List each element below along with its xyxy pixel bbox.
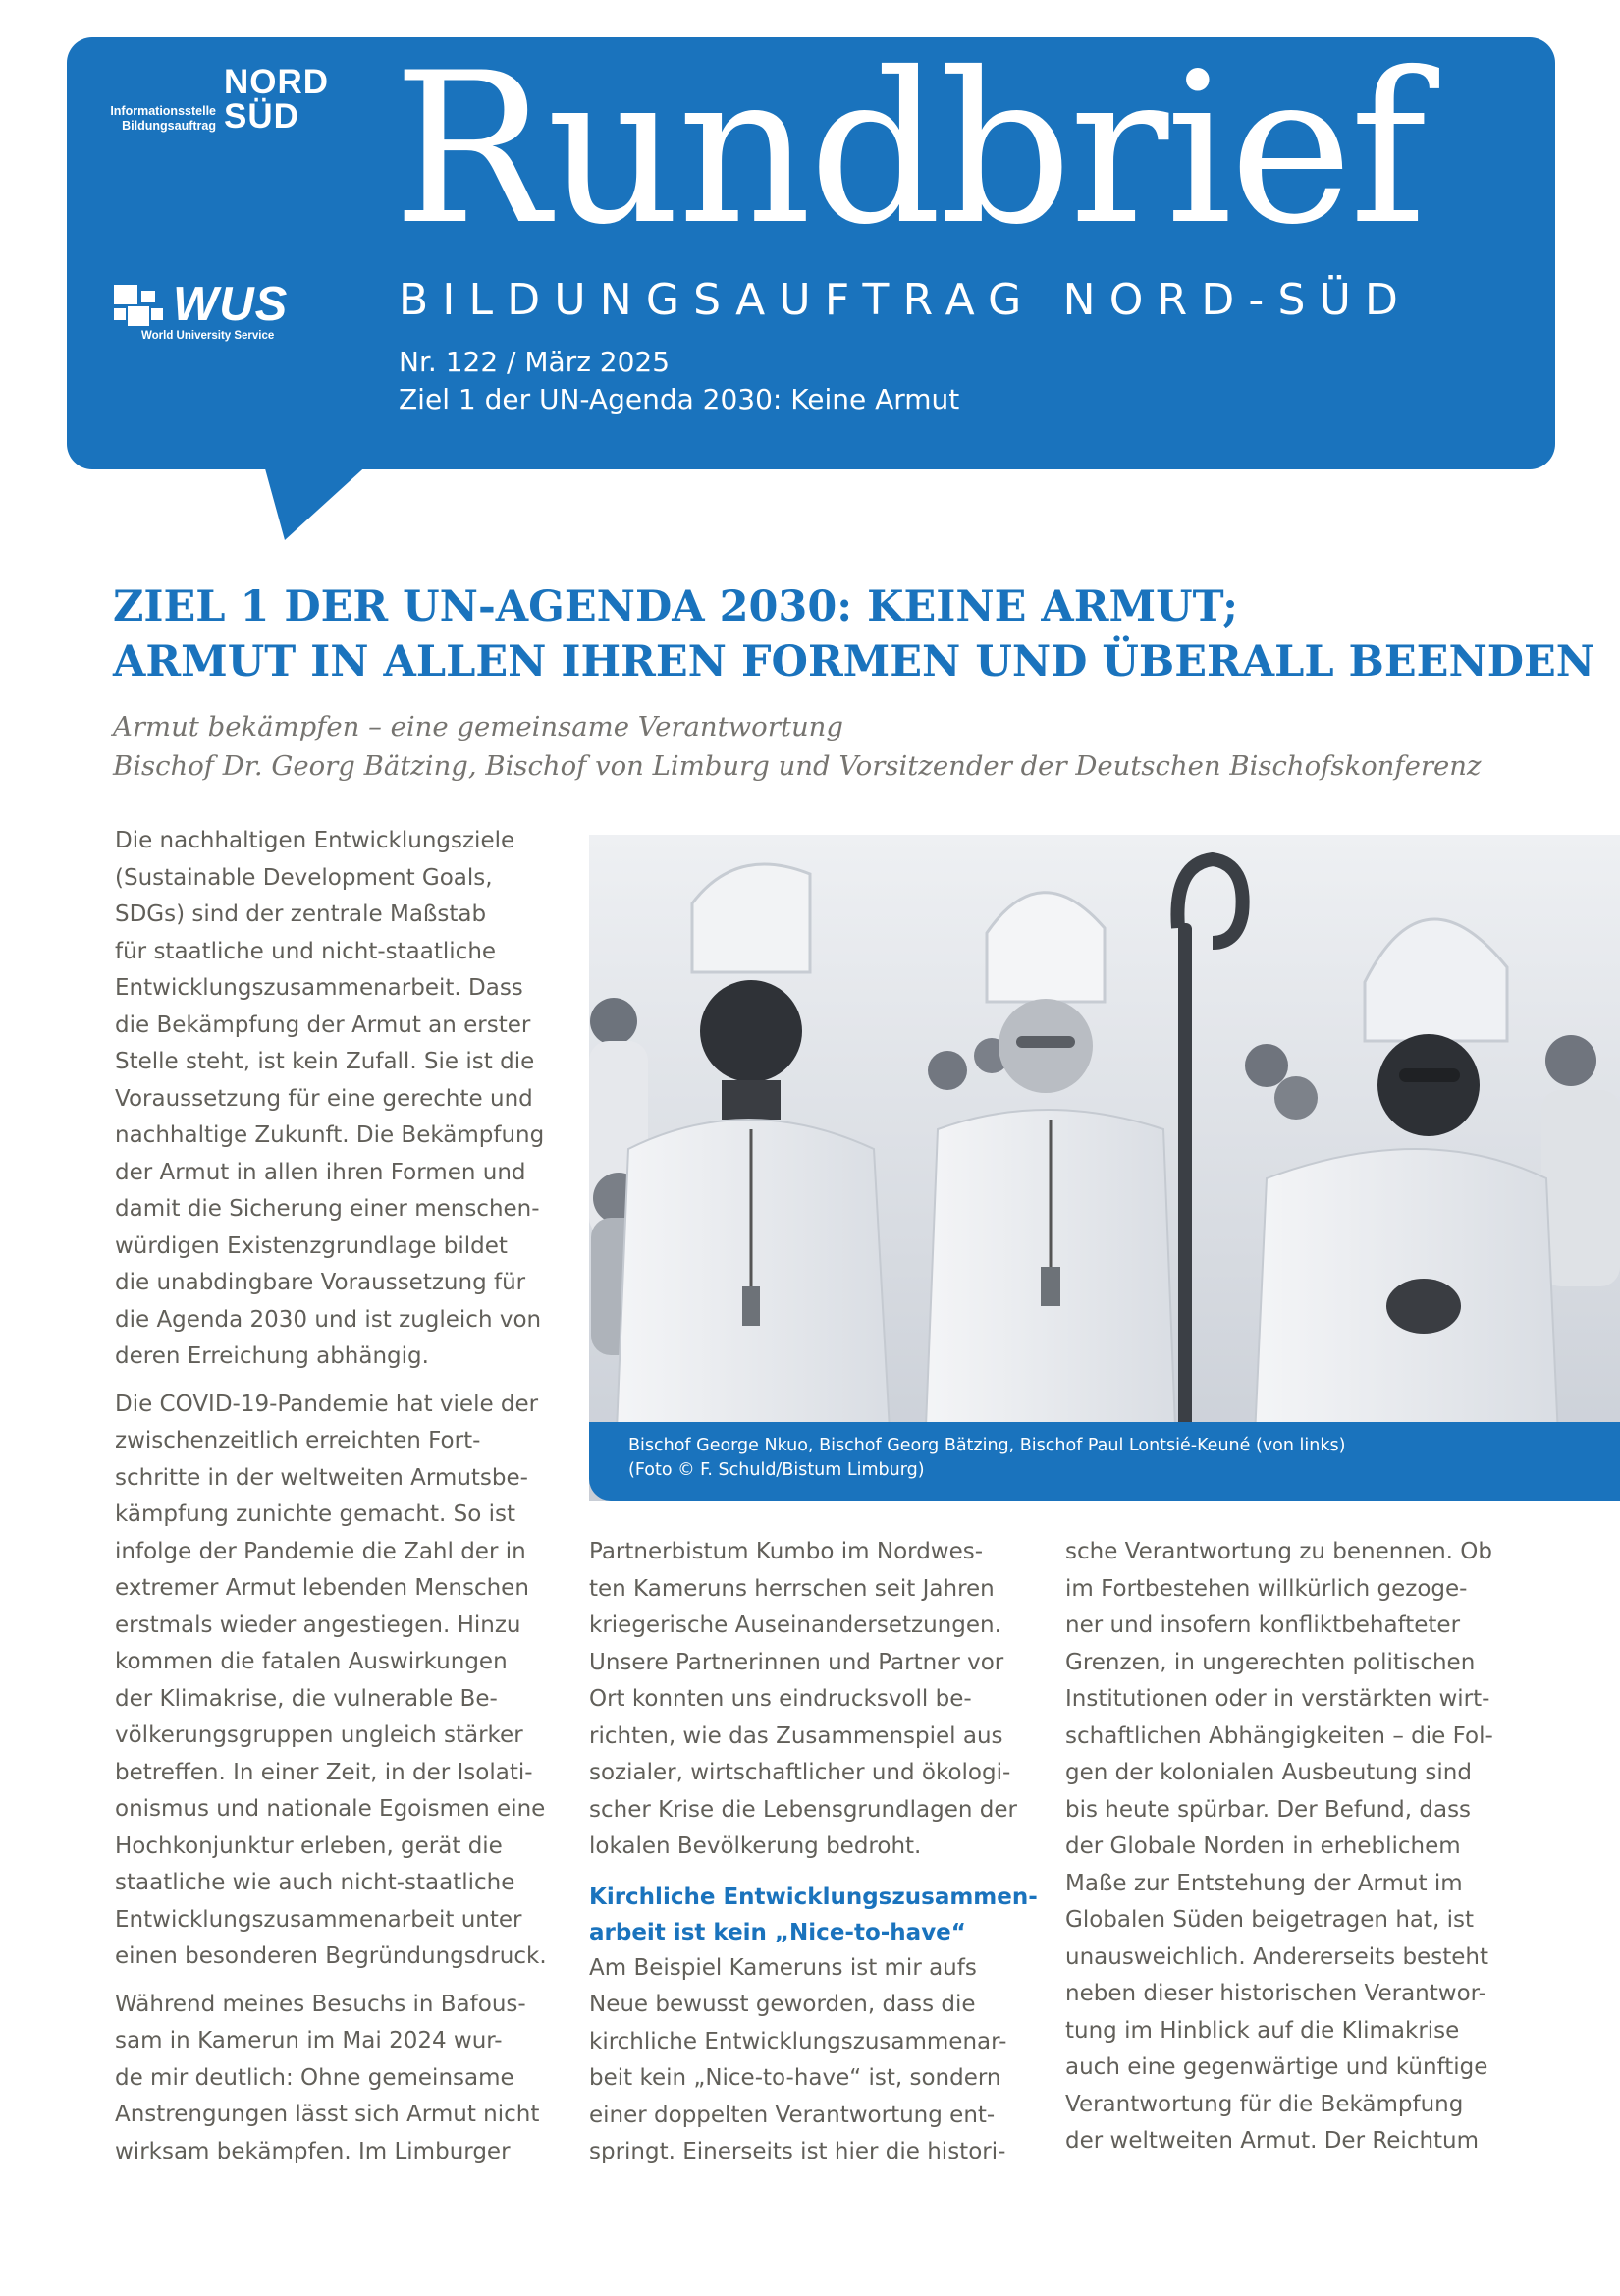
col3-paragraph (1065, 1534, 1512, 2160)
text-line: beit kein „Nice-to-have“ ist, sondern (589, 2065, 1001, 2091)
col2-paragraph-1 (589, 1534, 1041, 1866)
speech-bubble-tail (263, 462, 371, 540)
text-line: bis heute spürbar. Der Befund, dass (1065, 1796, 1472, 1823)
text-line: gen der kolonialen Ausbeutung sind (1065, 1760, 1472, 1785)
text-line: Kirchliche Entwicklungszusammen- (589, 1884, 1038, 1910)
text-line: SDGs) sind der zentrale Maßstab (115, 902, 487, 927)
text-line: auch eine gegenwärtige und künftige (1065, 2054, 1488, 2080)
text-line: Globalen Süden beigetragen hat, ist (1065, 1907, 1475, 1933)
text-line: im Fortbestehen willkürlich gezoge- (1065, 1575, 1468, 1602)
text-line: einen besonderen Begründungsdruck. (115, 1943, 547, 1969)
text-line: erstmals wieder angestiegen. Hinzu (115, 1612, 521, 1638)
text-line: richten, wie das Zusammenspiel aus (589, 1722, 1003, 1749)
text-line: sche Verantwortung zu benennen. Ob (1065, 1539, 1492, 1564)
text-line: kirchliche Entwicklungszusammenar- (589, 2028, 1007, 2054)
text-line: infolge der Pandemie die Zahl der in (115, 1538, 526, 1564)
text-line: de mir deutlich: Ohne gemeinsame (115, 2064, 514, 2091)
text-line: für staatliche und nicht-staatliche (115, 938, 497, 964)
text-line: scher Krise die Lebensgrundlagen der (589, 1796, 1017, 1823)
issue-number: Nr. 122 / März 2025 (399, 346, 671, 378)
wus-logo (114, 278, 310, 352)
bishops-photo (589, 835, 1620, 1501)
wus-wordmark: WUS (173, 278, 289, 331)
issue-info (399, 344, 959, 418)
text-line: Entwicklungszusammenarbeit unter (115, 1906, 522, 1933)
text-line: tung im Hinblick auf die Klimakrise (1065, 2017, 1460, 2044)
text-line: Während meines Besuchs in Bafous- (115, 1991, 526, 2017)
text-line: einer doppelten Verantwortung ent- (589, 2102, 996, 2128)
text-line: Voraussetzung für eine gerechte und (115, 1085, 533, 1112)
photo-image (589, 835, 1620, 1501)
masthead-title: Rundbrief (393, 27, 1425, 270)
article-subhead (113, 707, 1481, 786)
text-line: die Bekämpfung der Armut an erster (115, 1011, 531, 1038)
article-column-1 (115, 823, 562, 2170)
text-line: der Globale Norden in erheblichem (1065, 1833, 1461, 1859)
text-line: arbeit ist kein „Nice-to-have“ (589, 1919, 966, 1945)
wus-icon (114, 285, 165, 332)
text-line: Partnerbistum Kumbo im Nordwes- (589, 1539, 984, 1564)
text-line: kämpfung zunichte gemacht. So ist (115, 1502, 515, 1527)
nord-sued-wordmark: NORD SÜD (224, 63, 330, 136)
text-line: der weltweiten Armut. Der Reichtum (1065, 2128, 1480, 2154)
wus-subtitle: World University Service (141, 330, 275, 342)
article-dek: Armut bekämpfen – eine gemeinsame Verantwortung (113, 711, 843, 742)
text-line: die Agenda 2030 und ist zugleich von (115, 1306, 542, 1333)
text-line: sam in Kamerun im Mai 2024 wur- (115, 2028, 503, 2053)
text-line: unausweichlich. Andererseits besteht (1065, 1943, 1488, 1970)
text-line: (Sustainable Development Goals, (115, 864, 493, 891)
col1-paragraph-1 (115, 823, 562, 1376)
text-line: Grenzen, in ungerechten politischen (1065, 1649, 1476, 1675)
text-line: Die COVID-19-Pandemie hat viele der (115, 1391, 539, 1417)
article-column-2 (589, 1534, 1041, 2171)
article-author: Bischof Dr. Georg Bätzing, Bischof von Limburg und Vorsitzender der Deutschen Bischofskonferenz (113, 750, 1482, 782)
text-line: Stelle steht, ist kein Zufall. Sie ist die (115, 1049, 535, 1074)
text-line: zwischenzeitlich erreichten Fort- (115, 1428, 481, 1453)
photo-caption: Bischof George Nkuo, Bischof Georg Bätzing, Bischof Paul Lontsié-Keuné (von links) (Foto © F. Schuld/Bistum Limburg) (628, 1436, 1346, 1480)
text-line: kommen die fatalen Auswirkungen (115, 1649, 508, 1674)
section-heading (589, 1880, 1041, 1950)
text-line: wirksam bekämpfen. Im Limburger (115, 2138, 511, 2164)
text-line: Neue bewusst geworden, dass die (589, 1992, 976, 2017)
text-line: extremer Armut lebenden Menschen (115, 1575, 529, 1601)
masthead-subtitle: BILDUNGSAUFTRAG NORD-SÜD (399, 275, 1413, 325)
text-line: betreffen. In einer Zeit, in der Isolati- (115, 1759, 533, 1785)
text-line: ner und insofern konfliktbehafteter (1065, 1613, 1461, 1638)
col1-paragraph-2 (115, 1387, 562, 1976)
article-column-3 (1065, 1534, 1512, 2160)
text-line: springt. Einerseits ist hier die histori- (589, 2139, 1006, 2164)
text-line: der Klimakrise, die vulnerable Be- (115, 1685, 498, 1712)
nord-sued-logo (90, 63, 330, 143)
text-line: deren Erreichung abhängig. (115, 1343, 429, 1369)
text-line: nachhaltige Zukunft. Die Bekämpfung (115, 1122, 545, 1148)
text-line: völkerungsgruppen ungleich stärker (115, 1722, 523, 1748)
article-headline: ZIEL 1 DER UN-AGENDA 2030: KEINE ARMUT; ARMUT IN ALLEN IHREN FORMEN UND ÜBERALL BEENDEN (113, 582, 1595, 686)
text-line: kriegerische Auseinandersetzungen. (589, 1613, 1001, 1638)
text-line: ten Kameruns herrschen seit Jahren (589, 1575, 995, 1602)
col2-paragraph-2 (589, 1950, 1041, 2171)
text-line: der Armut in allen ihren Formen und (115, 1159, 526, 1185)
text-line: die unabdingbare Voraussetzung für (115, 1270, 526, 1295)
text-line: Am Beispiel Kameruns ist mir aufs (589, 1954, 977, 1981)
text-line: staatliche wie auch nicht-staatliche (115, 1870, 515, 1895)
text-line: onismus und nationale Egoismen eine (115, 1796, 546, 1822)
org-name: Informationsstelle Bildungsauftrag (110, 104, 216, 133)
text-line: Anstrengungen lässt sich Armut nicht (115, 2102, 540, 2127)
text-line: schaftlichen Abhängigkeiten – die Fol- (1065, 1722, 1493, 1749)
text-line: Ort konnten uns eindrucksvoll be- (589, 1686, 972, 1712)
text-line: Verantwortung für die Bekämpfung (1065, 2091, 1464, 2117)
text-line: Hochkonjunktur erleben, gerät die (115, 1832, 503, 1859)
text-line: neben dieser historischen Verantwor- (1065, 1981, 1486, 2006)
text-line: damit die Sicherung einer menschen- (115, 1196, 540, 1222)
text-line: würdigen Existenzgrundlage bildet (115, 1232, 508, 1259)
text-line: sozialer, wirtschaftlicher und ökologi- (589, 1760, 1011, 1785)
text-line: Entwicklungszusammenarbeit. Dass (115, 975, 523, 1001)
text-line: Die nachhaltigen Entwicklungsziele (115, 828, 515, 853)
text-line: lokalen Bevölkerung bedroht. (589, 1833, 922, 1859)
text-line: Unsere Partnerinnen und Partner vor (589, 1649, 1004, 1675)
col1-paragraph-3 (115, 1987, 562, 2171)
text-line: Maße zur Entstehung der Armut im (1065, 1870, 1463, 1896)
issue-topic: Ziel 1 der UN-Agenda 2030: Keine Armut (399, 383, 960, 415)
text-line: schritte in der weltweiten Armutsbe- (115, 1464, 528, 1491)
text-line: Institutionen oder in verstärkten wirt- (1065, 1686, 1490, 1712)
